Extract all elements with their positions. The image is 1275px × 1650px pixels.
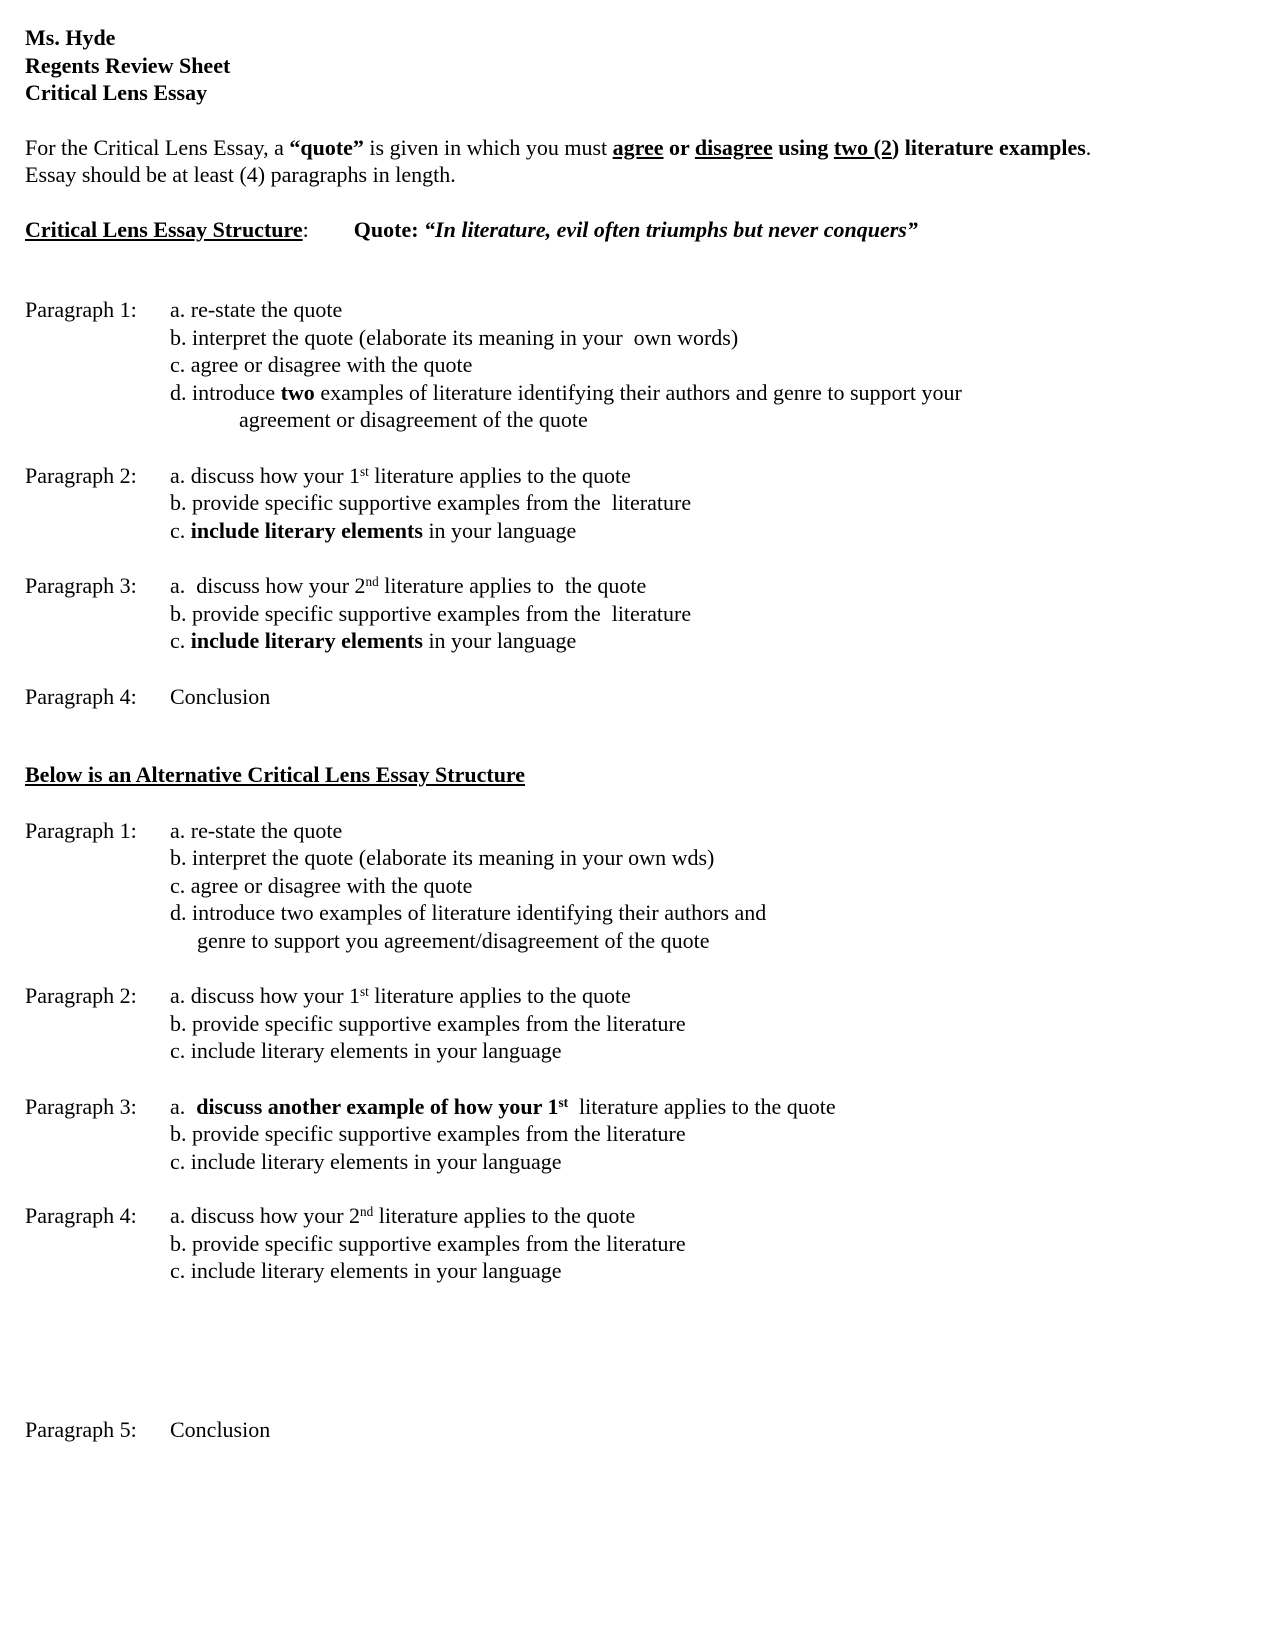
line-content: [25, 761, 525, 789]
text-run: st: [360, 463, 369, 479]
structure-2-paragraph-3: [25, 1093, 1245, 1176]
text-line: [25, 462, 1245, 490]
line-content: [25, 134, 1091, 162]
text-line: [25, 899, 1245, 927]
text-line: [25, 161, 1245, 189]
structure-2-paragraph-2: [25, 982, 1245, 1065]
text-run: a. discuss how your 2: [170, 1203, 361, 1228]
text-run: c.: [170, 628, 191, 653]
line-content: [170, 600, 691, 628]
line-content: [170, 379, 962, 407]
text-run: For the Critical Lens Essay, a: [25, 134, 290, 160]
text-line: [25, 1416, 1245, 1444]
text-run: b. provide specific supportive examples from the literature: [170, 1230, 686, 1256]
text-line: [25, 1230, 1245, 1258]
text-run: a. discuss how your 1: [170, 983, 361, 1008]
line-content: [170, 982, 631, 1010]
text-run: disagree: [694, 134, 773, 160]
text-run: literature applies to the quote: [373, 1203, 636, 1228]
text-run: two: [280, 379, 315, 405]
text-run: discuss another example of how your 1: [196, 1093, 559, 1119]
text-run: a. re-state the quote: [170, 297, 343, 322]
text-line: [25, 324, 1245, 352]
text-line: [25, 351, 1245, 379]
text-run: Below is an Alternative Critical Lens Essay Structure: [25, 762, 526, 787]
line-content: [170, 296, 342, 324]
tab-gap: [309, 236, 354, 237]
text-run: agree: [612, 134, 664, 160]
structure-1-paragraph-3: [25, 572, 1245, 655]
text-run: st: [558, 1094, 569, 1110]
text-line: [25, 79, 1245, 107]
text-line: [25, 982, 1245, 1010]
line-content: [170, 351, 472, 379]
line-content: [170, 1416, 270, 1444]
text-run: c. include literary elements in your language: [170, 1038, 562, 1063]
text-run: a. re-state the quote: [170, 817, 343, 843]
line-content: [170, 1148, 562, 1176]
text-line: [25, 572, 1245, 600]
paragraph-label: Paragraph 5:: [25, 1416, 137, 1442]
text-run: b. provide specific supportive examples from the literature: [170, 600, 692, 626]
paragraph-label: Paragraph 2:: [25, 462, 137, 488]
text-line: [25, 683, 1245, 711]
text-run: examples of literature identifying their authors and genre to support your: [314, 379, 962, 405]
text-line: [25, 216, 1245, 244]
paragraph-label: Paragraph 1:: [25, 817, 137, 843]
text-run: d. introduce: [170, 379, 281, 405]
text-run: nd: [360, 1204, 374, 1220]
text-line: [25, 817, 1245, 845]
text-line: [25, 24, 1245, 52]
text-run: “quote”: [289, 134, 364, 160]
line-content: [170, 1230, 686, 1258]
text-run: c. include literary elements in your language: [170, 1258, 562, 1283]
text-line: [25, 627, 1245, 655]
structure-1-paragraph-1: [25, 296, 1245, 434]
paragraph-label: Paragraph 4:: [25, 683, 137, 709]
text-line: [25, 1010, 1245, 1038]
text-line: [25, 406, 1245, 434]
line-content: [170, 462, 631, 490]
text-run: st: [360, 984, 369, 1000]
text-run: Regents Review Sheet: [25, 52, 231, 78]
text-line: [25, 489, 1245, 517]
structure-heading: [25, 216, 1245, 244]
text-run: genre to support you agreement/disagreement of the quote: [197, 927, 710, 953]
line-content: [170, 1037, 562, 1065]
text-line: [25, 1148, 1245, 1176]
text-line: [25, 134, 1245, 162]
text-run: c.: [170, 517, 191, 543]
text-run: a. discuss how your 1: [170, 462, 361, 488]
text-run: literature applies to the quote: [368, 983, 631, 1008]
text-run: Conclusion: [170, 1416, 271, 1442]
text-line: [25, 296, 1245, 324]
document-content: [25, 24, 1245, 1443]
text-run: b. provide specific supportive examples from the literature: [170, 490, 692, 515]
text-line: [25, 1093, 1245, 1121]
title-block: [25, 24, 1245, 107]
paragraph-label: Paragraph 4:: [25, 1203, 137, 1228]
line-content: [25, 24, 115, 52]
text-line: [25, 872, 1245, 900]
text-run: c. agree or disagree with the quote: [170, 352, 473, 377]
paragraph-label: Paragraph 3:: [25, 1093, 137, 1119]
line-content: [170, 517, 576, 545]
text-line: [25, 844, 1245, 872]
text-run: Ms. Hyde: [25, 25, 116, 50]
text-run: agreement or disagreement of the quote: [239, 407, 588, 432]
text-run: Essay should be at least (4) paragraphs in length.: [25, 162, 456, 187]
text-run: ) literature examples: [891, 134, 1086, 160]
text-run: “In literature, evil often triumphs but never conquers”: [424, 216, 918, 242]
line-content: [25, 161, 456, 189]
text-line: [25, 600, 1245, 628]
text-line: [25, 1202, 1245, 1230]
line-content: [25, 216, 918, 244]
text-line: [25, 517, 1245, 545]
text-line: [25, 1037, 1245, 1065]
paragraph-label: Paragraph 2:: [25, 983, 137, 1008]
text-run: c. agree or disagree with the quote: [170, 872, 473, 898]
line-content: [170, 899, 766, 927]
text-run: in your language: [422, 517, 577, 543]
line-content: [170, 872, 472, 900]
text-run: b. interpret the quote (elaborate its meaning in your own words): [170, 324, 739, 350]
text-line: [25, 1120, 1245, 1148]
text-line: [25, 1257, 1245, 1285]
text-line: [25, 52, 1245, 80]
line-content: [170, 1257, 562, 1285]
line-content: [170, 324, 738, 352]
text-run: Quote:: [353, 216, 425, 242]
text-run: :: [302, 216, 309, 242]
text-run: b. provide specific supportive examples from the literature: [170, 1121, 686, 1146]
line-content: [170, 406, 588, 434]
paragraph-label: Paragraph 3:: [25, 573, 137, 598]
text-line: [25, 379, 1245, 407]
line-content: [170, 572, 646, 600]
text-run: two (2: [833, 134, 892, 160]
line-content: [170, 1093, 836, 1121]
line-content: [25, 52, 230, 80]
line-content: [170, 844, 714, 872]
structure-2-paragraph-4: [25, 1202, 1245, 1285]
line-content: [170, 927, 710, 955]
text-run: is given in which you must: [363, 134, 613, 160]
text-run: c. include literary elements in your language: [170, 1148, 562, 1174]
text-run: nd: [365, 574, 379, 590]
structure-1-paragraph-4: [25, 683, 1245, 711]
text-run: d. introduce two examples of literature identifying their authors and: [170, 900, 767, 925]
line-content: [25, 79, 207, 107]
text-run: b. interpret the quote (elaborate its meaning in your own wds): [170, 845, 715, 870]
text-run: include literary elements: [190, 517, 423, 543]
line-content: [170, 627, 576, 655]
line-content: [170, 683, 270, 711]
paragraph-label: Paragraph 1:: [25, 297, 137, 322]
text-run: literature applies to the quote: [568, 1093, 836, 1119]
text-run: in your language: [422, 628, 577, 653]
text-line: [25, 761, 1245, 789]
structure-1-paragraph-2: [25, 462, 1245, 545]
text-run: Critical Lens Essay: [25, 80, 208, 105]
structure-2-paragraph-5: [25, 1416, 1245, 1444]
line-content: [170, 1120, 686, 1148]
alternative-structure-heading: [25, 761, 1245, 789]
structure-2-paragraph-1: [25, 817, 1245, 955]
text-run: a. discuss how your 2: [170, 573, 366, 598]
line-content: [170, 817, 342, 845]
text-run: b. provide specific supportive examples from the literature: [170, 1010, 686, 1036]
line-content: [170, 1202, 635, 1230]
text-run: literature applies to the quote: [378, 573, 647, 598]
text-run: using: [772, 134, 834, 160]
text-run: include literary elements: [190, 628, 423, 653]
line-content: [170, 1010, 686, 1038]
text-run: literature applies to the quote: [368, 462, 631, 488]
text-run: a.: [170, 1093, 197, 1119]
text-run: or: [663, 134, 695, 160]
text-line: [25, 927, 1245, 955]
line-content: [170, 489, 691, 517]
text-run: Critical Lens Essay Structure: [25, 216, 303, 242]
text-run: Conclusion: [170, 683, 271, 709]
text-run: .: [1085, 134, 1092, 160]
intro-paragraph: [25, 134, 1245, 189]
